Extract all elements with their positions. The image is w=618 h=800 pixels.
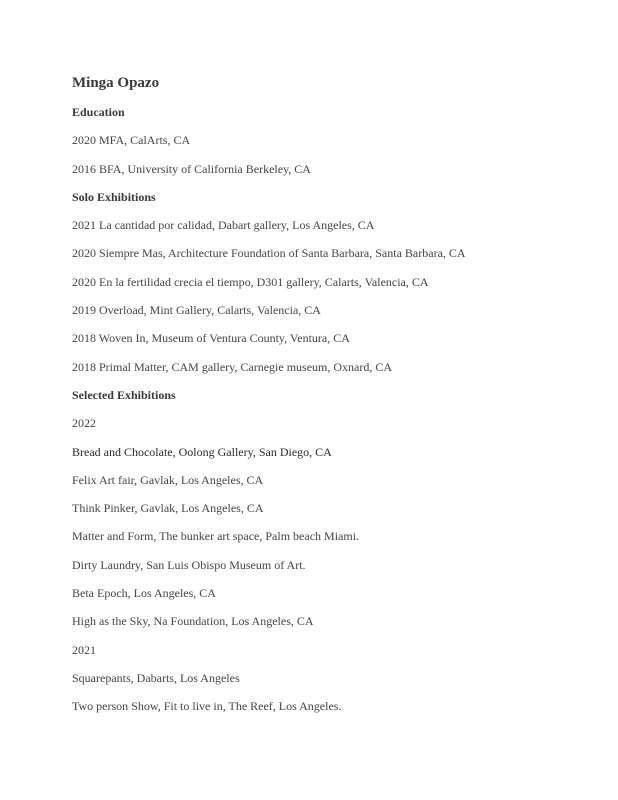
- selected-exhibition-item: Think Pinker, Gavlak, Los Angeles, CA: [72, 501, 264, 516]
- cv-document: [72, 71, 592, 723]
- selected-exhibition-item: Felix Art fair, Gavlak, Los Angeles, CA: [72, 472, 264, 487]
- education-item: 2020 MFA, CalArts, CA: [72, 133, 191, 148]
- solo-exhibition-item: 2020 En la fertilidad crecia el tiempo, D301 gallery, Calarts, Valencia, CA: [72, 274, 429, 289]
- solo-exhibition-item: 2019 Overload, Mint Gallery, Calarts, Valencia, CA: [72, 303, 321, 318]
- selected-exhibition-item: Squarepants, Dabarts, Los Angeles: [72, 670, 240, 685]
- solo-exhibition-item: 2018 Primal Matter, CAM gallery, Carnegie museum, Oxnard, CA: [72, 359, 393, 374]
- solo-exhibition-item: 2020 Siempre Mas, Architecture Foundation of Santa Barbara, Santa Barbara, CA: [72, 246, 466, 261]
- year-label-2022: 2022: [72, 416, 96, 431]
- solo-exhibition-item: 2018 Woven In, Museum of Ventura County, Ventura, CA: [72, 331, 350, 346]
- selected-exhibition-item: Matter and Form, The bunker art space, Palm beach Miami.: [72, 529, 360, 544]
- selected-exhibition-item: Dirty Laundry, San Luis Obispo Museum of Art.: [72, 557, 306, 572]
- year-label-2021: 2021: [72, 642, 96, 657]
- artist-name: Minga Opazo: [72, 75, 160, 91]
- selected-exhibition-item: Beta Epoch, Los Angeles, CA: [72, 586, 216, 601]
- selected-exhibitions-heading: Selected Exhibitions: [72, 387, 176, 402]
- education-heading: Education: [72, 105, 125, 119]
- selected-exhibition-item: Two person Show, Fit to live in, The Reef, Los Angeles.: [72, 699, 342, 714]
- selected-exhibition-item: High as the Sky, Na Foundation, Los Angeles, CA: [72, 614, 314, 629]
- solo-exhibitions-heading: Solo Exhibitions: [72, 189, 156, 204]
- education-item: 2016 BFA, University of California Berkeley, CA: [72, 161, 311, 176]
- solo-exhibition-item: 2021 La cantidad por calidad, Dabart gallery, Los Angeles, CA: [72, 218, 375, 233]
- selected-exhibition-item: Bread and Chocolate, Oolong Gallery, San Diego, CA: [72, 444, 332, 459]
